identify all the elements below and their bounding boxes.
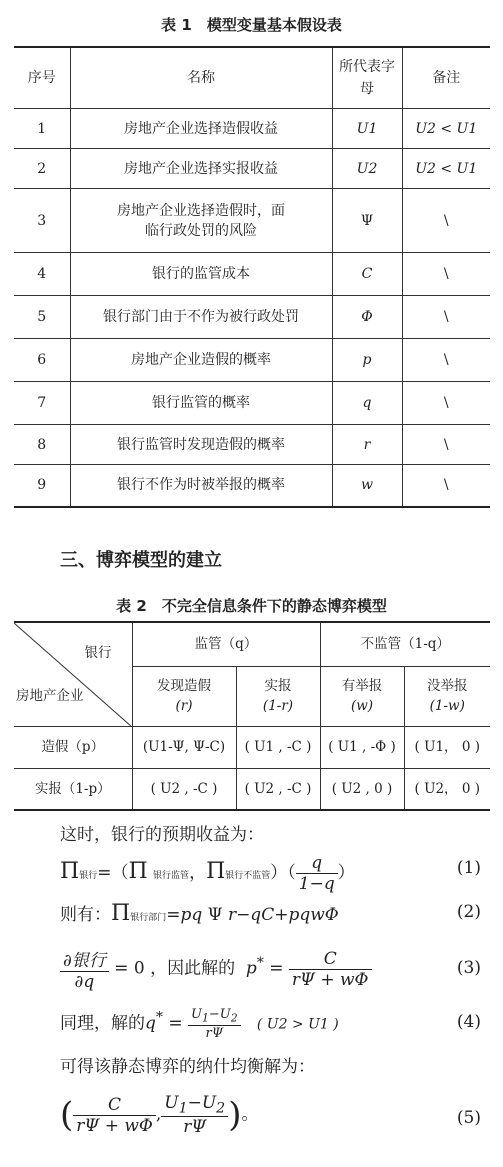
sub-header-label: 有举报 bbox=[341, 678, 383, 694]
row-symbol: r bbox=[332, 425, 402, 465]
row-note: \ bbox=[402, 189, 490, 253]
table-row bbox=[14, 726, 490, 768]
payoff-cell: ( U1 , -Φ ) bbox=[320, 726, 404, 768]
table1-caption: 表 1 模型变量基本假设表 bbox=[161, 16, 342, 34]
payoff-cell: (U1-Ψ, Ψ-C) bbox=[132, 726, 236, 768]
table-header-row bbox=[14, 47, 490, 109]
sub-header-prob: (1-w) bbox=[429, 698, 465, 714]
row-name: 银行不作为时被举报的概率 bbox=[70, 465, 332, 507]
header-symbol: 所代表字母 bbox=[332, 47, 402, 109]
table-row bbox=[14, 253, 490, 296]
payoff-cell: ( U2 , 0 ) bbox=[320, 768, 404, 810]
row-label: 实报（1-p） bbox=[14, 768, 132, 810]
header-note: 备注 bbox=[402, 47, 490, 109]
equation-4: 同理，解的q* = $\frac{U_1-U_2}{r\Psi}$ ( U2 > U1 ) bbox=[60, 1007, 339, 1041]
equation-1: Π银行=（Π 银行监管，Π银行不监管）（ $\frac{q}{1-q}$ ） bbox=[60, 853, 355, 894]
row-symbol: U2 bbox=[332, 149, 402, 189]
table-row bbox=[14, 339, 490, 382]
row-symbol: p bbox=[332, 339, 402, 382]
row-name: 房地产企业选择实报收益 bbox=[70, 149, 332, 189]
header-no: 序号 bbox=[14, 47, 70, 109]
row-no: 2 bbox=[14, 149, 70, 189]
group-supervise: 监管（q） bbox=[132, 622, 320, 666]
row-name: 银行监管的概率 bbox=[70, 382, 332, 425]
corner-bank-label: 银行 bbox=[84, 645, 112, 661]
row-symbol: Ψ bbox=[332, 189, 402, 253]
row-name: 银行的监管成本 bbox=[70, 253, 332, 296]
table-row bbox=[14, 465, 490, 507]
variables-table bbox=[14, 46, 490, 508]
row-no: 7 bbox=[14, 382, 70, 425]
row-symbol: U1 bbox=[332, 109, 402, 149]
table-row bbox=[14, 382, 490, 425]
equation-4-prefix: 同理，解的 bbox=[60, 1013, 145, 1034]
sub-header-prob: (r) bbox=[175, 698, 193, 714]
group-header-row bbox=[14, 622, 490, 666]
equation-3: $\frac{\text{∂银行}}{\partial q}$ = 0 ，因此解的 p* = $\frac{C}{r\Psi + w\Phi}$ bbox=[60, 946, 372, 992]
row-no: 9 bbox=[14, 465, 70, 507]
row-note: \ bbox=[402, 339, 490, 382]
row-name: 房地产企业造假的概率 bbox=[70, 339, 332, 382]
row-note: U2 < U1 bbox=[402, 109, 490, 149]
sub-header-label: 没举报 bbox=[427, 678, 468, 694]
table-row bbox=[14, 189, 490, 253]
equation-number-4: (4) bbox=[456, 1012, 481, 1032]
row-note: U2 < U1 bbox=[402, 149, 490, 189]
equation-5: ( $\frac{C}{r\Psi + w\Phi}$ , $\frac{U_1-U_2}{r\Psi}$ )。 bbox=[60, 1093, 259, 1138]
equation-2-prefix: 则有： bbox=[60, 905, 111, 925]
expected-return-line: 这时，银行的预期收益为： bbox=[60, 825, 264, 845]
equation-2: 则有：Π银行部门=pq Ψ r−qC+pqwΦ bbox=[60, 901, 339, 926]
sub-header-label: 实报 bbox=[264, 678, 292, 694]
corner-firm-label: 房地产企业 bbox=[16, 687, 84, 704]
equation-number-1: (1) bbox=[456, 858, 481, 878]
payoff-cell: ( U2 , -C ) bbox=[132, 768, 236, 810]
section-title: 三、博弈模型的建立 bbox=[60, 550, 222, 571]
row-name: 银行部门由于不作为被行政处罚 bbox=[70, 296, 332, 339]
sub-header-reported bbox=[320, 666, 404, 726]
equation-3-text: ，因此解的 bbox=[150, 958, 236, 979]
sub-header-detect bbox=[132, 666, 236, 726]
row-no: 5 bbox=[14, 296, 70, 339]
sub-header-prob: (w) bbox=[350, 698, 374, 714]
row-name: 银行监管时发现造假的概率 bbox=[70, 425, 332, 465]
row-note: \ bbox=[402, 465, 490, 507]
row-symbol: q bbox=[332, 382, 402, 425]
payoff-cell: ( U2 , -C ) bbox=[236, 768, 320, 810]
row-symbol: C bbox=[332, 253, 402, 296]
sub-header-prob: (1-r) bbox=[262, 698, 294, 714]
equation-number-5: (5) bbox=[456, 1108, 481, 1128]
row-no: 8 bbox=[14, 425, 70, 465]
row-name: 房地产企业选择造假收益 bbox=[70, 109, 332, 149]
row-note: \ bbox=[402, 253, 490, 296]
sub-header-honest bbox=[236, 666, 320, 726]
row-symbol: w bbox=[332, 465, 402, 507]
table-row bbox=[14, 768, 490, 810]
diagonal-divider bbox=[14, 623, 132, 727]
table-row bbox=[14, 425, 490, 465]
payoff-cell: ( U2， 0 ) bbox=[404, 768, 490, 810]
row-note: \ bbox=[402, 382, 490, 425]
sub-header-unreported bbox=[404, 666, 490, 726]
table-row bbox=[14, 149, 490, 189]
sub-header-label: 发现造假 bbox=[157, 678, 211, 694]
row-note: \ bbox=[402, 296, 490, 339]
row-name: 房地产企业选择造假时，面临行政处罚的风险 bbox=[70, 189, 332, 253]
game-model-table bbox=[14, 621, 490, 811]
payoff-cell: ( U1， 0 ) bbox=[404, 726, 490, 768]
equation-number-2: (2) bbox=[456, 902, 481, 922]
row-no: 6 bbox=[14, 339, 70, 382]
table-row bbox=[14, 296, 490, 339]
row-no: 3 bbox=[14, 189, 70, 253]
equation-4-condition: ( U2 > U1 ) bbox=[256, 1016, 339, 1033]
corner-cell bbox=[14, 622, 132, 726]
row-symbol: Φ bbox=[332, 296, 402, 339]
header-name: 名称 bbox=[70, 47, 332, 109]
nash-equilibrium-line: 可得该静态博弈的纳什均衡解为： bbox=[60, 1057, 315, 1077]
payoff-cell: ( U1 , -C ) bbox=[236, 726, 320, 768]
row-no: 1 bbox=[14, 109, 70, 149]
row-label: 造假（p） bbox=[14, 726, 132, 768]
row-no: 4 bbox=[14, 253, 70, 296]
group-nosupervise: 不监管（1-q） bbox=[320, 622, 490, 666]
equation-number-3: (3) bbox=[456, 958, 481, 978]
row-note: \ bbox=[402, 425, 490, 465]
table-row bbox=[14, 109, 490, 149]
table2-caption: 表 2 不完全信息条件下的静态博弈模型 bbox=[116, 597, 387, 615]
